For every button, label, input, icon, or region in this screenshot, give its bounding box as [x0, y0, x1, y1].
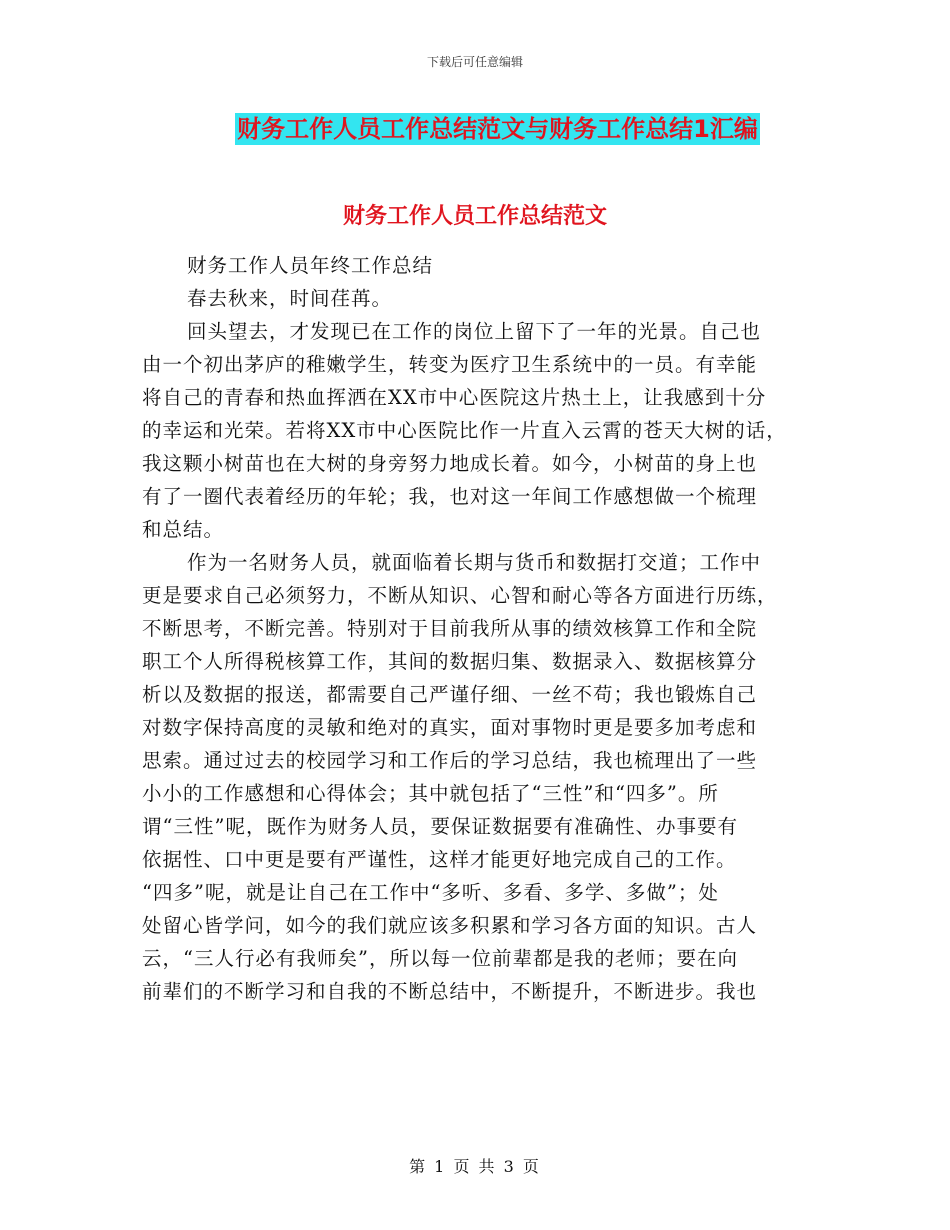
paragraph-line: 和总结。	[142, 518, 225, 541]
paragraph-line: 云，“三人行必有我师矣”，所以每一位前辈都是我的老师；要在向	[142, 947, 738, 970]
paragraph-line: 不断思考，不断完善。特别对于目前我所从事的绩效核算工作和全院	[142, 617, 758, 640]
paragraph-line: 回头望去，才发现已在工作的岗位上留下了一年的光景。自己也	[187, 320, 762, 343]
paragraph-line: 析以及数据的报送，都需要自己严谨仔细、一丝不苟；我也锻炼自己	[142, 683, 758, 706]
paragraph-line: 谓“三性”呢，既作为财务人员，要保证数据要有准确性、办事要有	[142, 815, 738, 838]
paragraph-line: 作为一名财务人员，就面临着长期与货币和数据打交道；工作中	[187, 551, 762, 574]
paragraph-line: 将自己的青春和热血挥洒在XX市中心医院这片热土上，让我感到十分	[142, 386, 767, 409]
paragraph-line: 对数字保持高度的灵敏和绝对的真实，面对事物时更是要多加考虑和	[142, 716, 758, 739]
paragraph-line: 思索。通过过去的校园学习和工作后的学习总结，我也梳理出了一些	[142, 749, 758, 772]
document-main-title: 财务工作人员工作总结范文与财务工作总结1汇编	[237, 115, 758, 143]
paragraph-line: “四多”呢，就是让自己在工作中“多听、多看、多学、多做”；处	[142, 881, 719, 904]
main-title-container	[0, 113, 950, 145]
paragraph-line: 有了一圈代表着经历的年轮；我，也对这一年间工作感想做一个梳理	[142, 485, 758, 508]
paragraph-line: 更是要求自己必须努力，不断从知识、心智和耐心等各方面进行历练，	[142, 584, 778, 607]
paragraph-line: 职工个人所得税核算工作，其间的数据归集、数据录入、数据核算分	[142, 650, 758, 673]
section-title: 财务工作人员工作总结范文	[342, 204, 607, 229]
paragraph-line: 依据性、口中更是要有严谨性，这样才能更好地完成自己的工作。	[142, 848, 737, 871]
paragraph-line: 处留心皆学问，如今的我们就应该多积累和学习各方面的知识。古人	[142, 914, 758, 937]
paragraph-line: 的幸运和光荣。若将XX市中心医院比作一片直入云霄的苍天大树的话，	[142, 419, 787, 442]
paragraph-line: 春去秋来，时间荏苒。	[187, 287, 393, 310]
page-number-footer: 第 1 页 共 3 页	[409, 1157, 541, 1176]
paragraph-line: 前辈们的不断学习和自我的不断总结中，不断提升，不断进步。我也	[142, 980, 758, 1003]
paragraph-line: 我这颗小树苗也在大树的身旁努力地成长着。如今，小树苗的身上也	[142, 452, 758, 475]
paragraph-line: 财务工作人员年终工作总结	[187, 254, 434, 277]
paragraph-line: 小小的工作感想和心得体会；其中就包括了“三性”和“四多”。所	[142, 782, 719, 805]
body-text	[142, 249, 822, 1008]
paragraph-line: 由一个初出茅庐的稚嫩学生，转变为医疗卫生系统中的一员。有幸能	[142, 353, 758, 376]
header-note: 下载后可任意编辑	[426, 55, 523, 69]
